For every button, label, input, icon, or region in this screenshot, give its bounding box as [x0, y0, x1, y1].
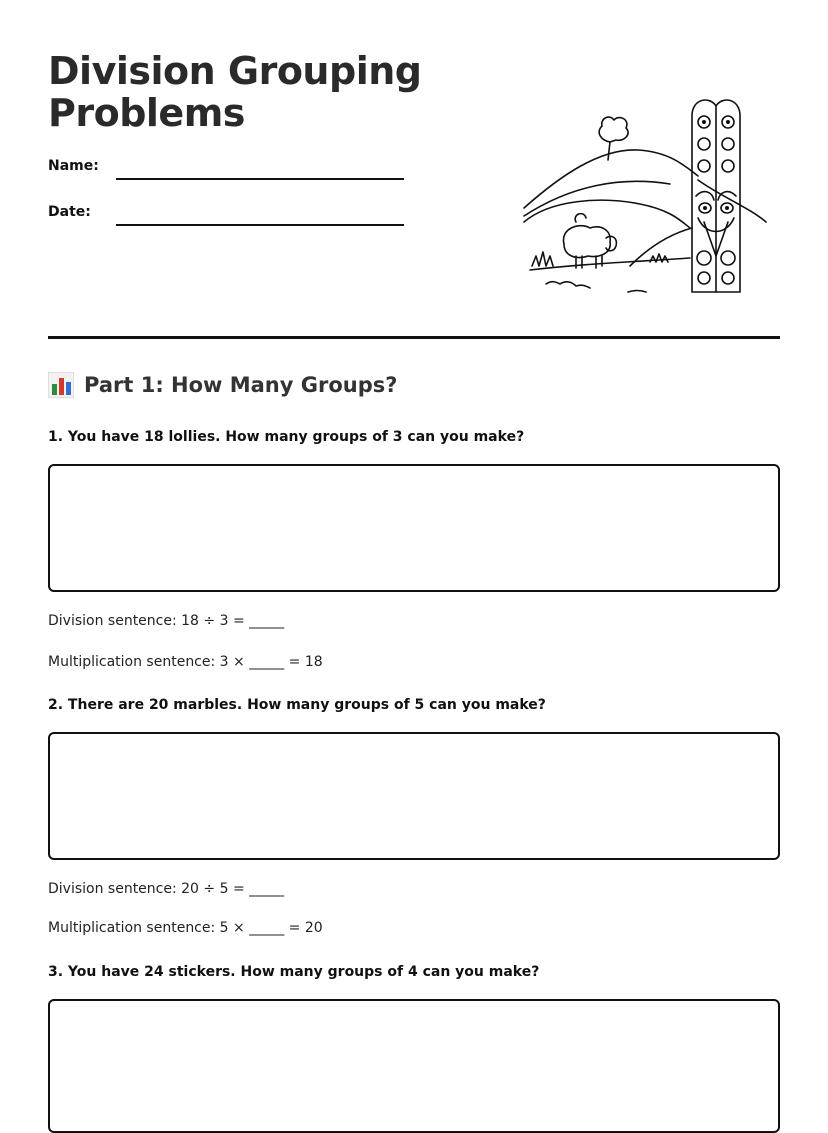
question-3: 3. You have 24 stickers. How many groups of 4 can you make?: [48, 964, 540, 980]
date-field: [48, 204, 404, 220]
worksheet-title: Division Grouping Problems: [48, 49, 422, 135]
multiplication-sentence-2: Multiplication sentence: 5 × _____ = 20: [48, 920, 323, 936]
answer-box-2[interactable]: [48, 732, 780, 860]
landscape-illustration: [520, 96, 770, 302]
division-sentence-2: Division sentence: 20 ÷ 5 = _____: [48, 881, 285, 897]
part1-heading: [48, 372, 397, 398]
bar-chart-icon: [48, 372, 74, 398]
division-sentence-1: Division sentence: 18 ÷ 3 = _____: [48, 613, 285, 629]
name-line[interactable]: [116, 177, 404, 180]
date-label: Date:: [48, 204, 91, 220]
multiplication-sentence-1: Multiplication sentence: 3 × _____ = 18: [48, 654, 323, 670]
part1-heading-text: Part 1: How Many Groups?: [84, 373, 398, 397]
answer-box-3[interactable]: [48, 999, 780, 1133]
question-2: 2. There are 20 marbles. How many groups of 5 can you make?: [48, 697, 546, 713]
answer-box-1[interactable]: [48, 464, 780, 592]
name-label: Name:: [48, 158, 99, 174]
section-divider: [48, 336, 780, 339]
date-line[interactable]: [116, 223, 404, 226]
name-field: [48, 158, 404, 174]
question-1: 1. You have 18 lollies. How many groups of 3 can you make?: [48, 429, 525, 445]
